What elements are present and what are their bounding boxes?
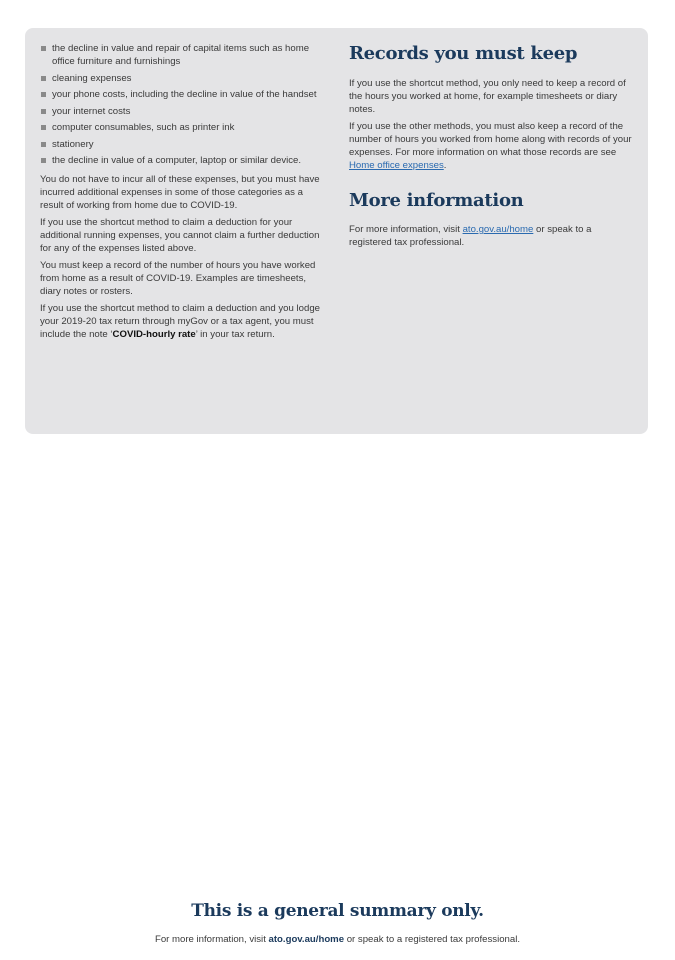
list-item: [40, 121, 323, 134]
square-bullet-icon: [41, 46, 46, 51]
list-item: [40, 72, 323, 85]
list-item-text: computer consumables, such as printer ink: [52, 122, 235, 133]
note-text-before: If you use the shortcut method to claim a deduction and you lodge your 2019-20 tax return through myGov or a tax agent, you must include the note ‘: [40, 303, 320, 340]
footer-text-after: or speak to a registered tax professional.: [344, 934, 521, 945]
footer-ato-home-link[interactable]: ato.gov.au/home: [268, 934, 345, 945]
more-text-after: or speak to a registered tax professional.: [349, 224, 592, 248]
paragraph-additional-expenses: You do not have to incur all of these expenses, but you must have incurred additional expenses in some of those categories as a result of working from home due to COVID-19.: [40, 174, 320, 211]
right-column: [349, 42, 635, 253]
more-information-heading: More information: [349, 190, 524, 211]
records-paragraph-other-methods: [349, 120, 635, 172]
records-text-after: .: [443, 160, 447, 171]
square-bullet-icon: [41, 76, 46, 81]
paragraph-keep-hours-record: You must keep a record of the number of hours you have worked from home as a result of COVID-19. Examples are timesheets, diary notes or rosters.: [40, 260, 316, 297]
list-item-text: your internet costs: [52, 105, 131, 117]
ato-home-link[interactable]: ato.gov.au/home: [462, 224, 534, 235]
info-panel: [25, 28, 648, 434]
records-paragraph-shortcut: If you use the shortcut method, you only need to keep a record of the hours you worked at home, for example timesheets or diary notes.: [349, 78, 626, 115]
covid-hourly-rate-label: COVID-hourly rate: [112, 329, 196, 340]
list-item-text: cleaning expenses: [52, 72, 132, 84]
paragraph-shortcut-no-further-claim: If you use the shortcut method to claim a deduction for your additional running expenses, you cannot claim a further deduction for any of the expenses listed above.: [40, 217, 320, 254]
list-item: [40, 138, 323, 151]
note-text-after: ’ in your tax return.: [195, 329, 275, 340]
list-item: [40, 88, 323, 101]
list-item-text: stationery: [52, 138, 94, 150]
records-text-before: If you use the other methods, you must also keep a record of the number of hours you worked from home along with records of your expenses. For more information on what those records are see: [349, 121, 632, 158]
list-item-text: the decline in value of a computer, laptop or similar device.: [52, 155, 302, 166]
paragraph-covid-hourly-note: [40, 302, 323, 341]
more-text-before: For more information, visit: [349, 224, 463, 235]
list-item: [40, 42, 323, 68]
records-heading: Records you must keep: [349, 43, 578, 64]
expense-list: [40, 42, 323, 167]
square-bullet-icon: [41, 92, 46, 97]
left-column: [40, 42, 323, 345]
square-bullet-icon: [41, 109, 46, 114]
square-bullet-icon: [41, 125, 46, 130]
footer-note: [0, 934, 675, 945]
list-item: [40, 105, 323, 118]
list-item-text: your phone costs, including the decline in value of the handset: [52, 89, 317, 100]
square-bullet-icon: [41, 142, 46, 147]
footer-title: This is a general summary only.: [191, 901, 484, 921]
home-office-expenses-link[interactable]: Home office expenses: [349, 160, 444, 171]
list-item: [40, 154, 323, 167]
square-bullet-icon: [41, 158, 46, 163]
footer-text-before: For more information, visit: [154, 934, 269, 945]
more-information-paragraph: [349, 223, 635, 249]
list-item-text: the decline in value and repair of capital items such as home office furniture and furnishings: [52, 43, 310, 67]
